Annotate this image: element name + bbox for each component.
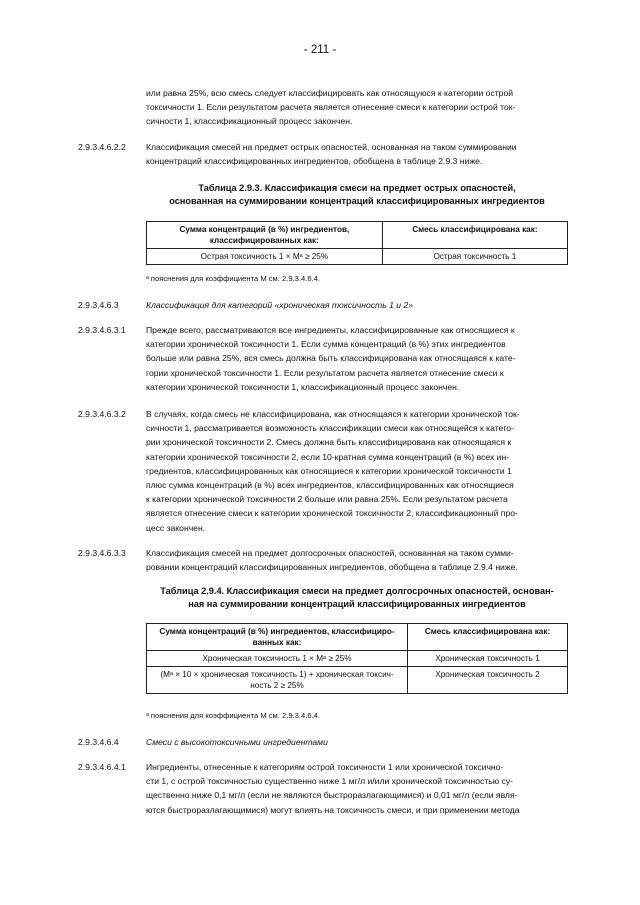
text-line: плюс сумма концентраций (в %) всех ингредиентов, классифицированных как относящиеся [146,480,514,491]
text-line: сичности 1, классификационный процесс закончен. [146,116,353,127]
section-text [146,140,568,168]
table-header-cell: Сумма концентраций (в %) ингредиентов, классифициро-ванных как: [147,624,408,651]
section-text [146,760,568,817]
table-row [147,249,568,265]
table-2-9-3-footnote: ᵃ пояснения для коэффициента M см. 2.9.3.4.6.4. [146,274,320,283]
section-heading [146,735,568,749]
text-line: цесс закончен. [146,522,206,533]
text-line: или равна 25%, всю смесь следует классифицировать как относящуюся к категории острой [146,88,514,98]
table-2-9-3 [146,221,568,265]
text-line: концентраций классифицированных ингредиентов, обобщена в таблице 2.9.3 ниже. [146,156,483,167]
text-line: к категории хронической токсичности 2 больше или равна 25%. Если результатом расчета [146,494,508,505]
text-line: Ингредиенты, отнесенные к категориям острой токсичности 1 или хронической токсично- [146,762,504,772]
section-number: 2.9.3.4.6.3.2 [78,409,126,419]
table-cell: Хроническая токсичность 1 [408,651,568,667]
caption-line: Таблица 2.9.4. Классификация смеси на предмет долгосрочных опасностей, основан- [160,586,554,596]
caption-line: Таблица 2.9.3. Классификация смеси на предмет острых опасностей, [198,183,516,193]
section-number: 2.9.3.4.6.4.1 [78,762,126,772]
table-row [147,667,568,694]
text-line: Классификация для категорий «хроническая токсичность 1 и 2» [146,300,414,310]
text-line: щественно ниже 0,1 мг/л (если не являются быстроразлагающимися) и 0,01 мг/л (если явля- [146,790,518,801]
table-cell: Острая токсичность 1 [382,249,567,265]
text-line: гредиентов, классифицированных как относящиеся к категории хронической токсичности 1 [146,465,512,476]
text-line: Классификация смесей на предмет долгосрочных опасностей, основанная на таком сумми- [146,548,514,558]
text-line: Классификация смесей на предмет острых опасностей, основанная на таком суммировании [146,142,517,152]
section-heading [146,298,568,312]
section-number: 2.9.3.4.6.3.1 [78,325,126,335]
table-cell: Хроническая токсичность 1 × Mᵃ ≥ 25% [147,651,408,667]
table-2-9-4-caption [146,585,568,611]
text-line: сичности 1, рассматривается возможность классификации смеси как относящейся к катего- [146,423,514,434]
table-cell: (Mᵃ × 10 × хроническая токсичность 1) + хроническая токсич-ность 2 ≥ 25% [147,667,408,694]
table-header-cell: Смесь классифицирована как: [382,222,567,249]
section-number: 2.9.3.4.6.3.3 [78,548,126,558]
text-line: категории хронической токсичности 2, если 10-кратная сумма концентраций (в %) всех ин- [146,451,510,462]
text-line: ровании концентраций классифицированных ингредиентов, обобщена в таблице 2.9.4 ниже. [146,562,518,573]
text-line: больше или равна 25%, вся смесь должна быть классифицирована как относящаяся к кате- [146,353,516,364]
table-cell: Хроническая токсичность 2 [408,667,568,694]
text-line: гории хронической токсичности 1. Если результатом расчета является отнесение смеси к [146,367,504,378]
text-line: Смеси с высокотоксичными ингредиентами [146,737,328,747]
intro-paragraph [146,86,568,129]
table-2-9-4 [146,623,568,694]
table-row [147,651,568,667]
section-text [146,323,568,394]
text-line: В случаях, когда смесь не классифицирована, как относящаяся к категории хронической ток- [146,409,520,419]
text-line: категории хронической токсичности 1, классификационный процесс закончен. [146,381,460,392]
text-line: Прежде всего, рассматриваются все ингредиенты, классифицированные как относящиеся к [146,325,515,335]
text-line: рии хронической токсичности 2. Смесь должна быть классифицирована как относящаяся к [146,437,512,448]
section-text [146,546,568,574]
page-number: - 211 - [303,44,337,56]
table-2-9-3-caption [146,182,568,208]
caption-line: ная на суммировании концентраций классифицированных ингредиентов [188,599,526,609]
section-text [146,407,568,535]
section-number: 2.9.3.4.6.4 [78,737,119,747]
text-line: является отнесение смеси к категории хронической токсичности 2, классификационный про- [146,508,518,519]
section-number: 2.9.3.4.6.2.2 [78,142,126,152]
text-line: категории хронической токсичности 1. Если сумма концентраций (в %) этих ингредиентов [146,339,506,350]
section-number: 2.9.3.4.6.3 [78,300,119,310]
text-line: токсичности 1. Если результатом расчета является отнесение смеси к категории острой ток- [146,102,516,113]
table-2-9-4-footnote: ᵃ пояснения для коэффициента M см. 2.9.3.4.6.4. [146,711,320,720]
caption-line: основанная на суммировании концентраций классифицированных ингредиентов [169,196,545,206]
table-cell: Острая токсичность 1 × Mᵃ ≥ 25% [147,249,383,265]
table-header-cell: Смесь классифицирована как: [408,624,568,651]
table-header-cell: Сумма концентраций (в %) ингредиентов, классифицированных как: [147,222,383,249]
text-line: сти 1, с острой токсичностью существенно ниже 1 мг/л и/или хронической токсичностью су- [146,776,514,787]
text-line: ются быстроразлагающимися) могут влиять на токсичность смеси, и при применении метода [146,804,520,815]
